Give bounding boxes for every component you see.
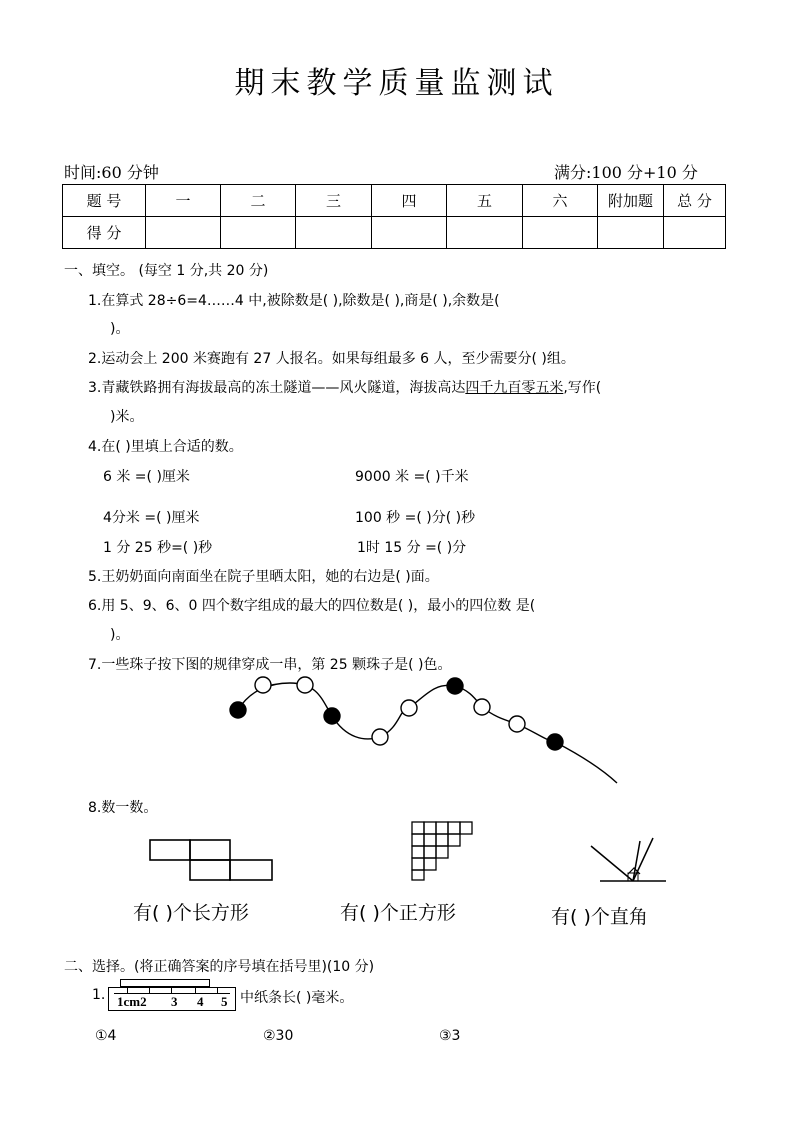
score-row-label: 得 分 [63, 217, 146, 249]
black-bead [547, 734, 563, 750]
black-bead [324, 708, 340, 724]
question-4d: 100 秒 =( )分( )秒 [355, 510, 476, 526]
rectangle-shape [230, 860, 272, 880]
rectangle-shape [190, 860, 230, 880]
ruler-tick-label: 3 [171, 994, 178, 1009]
paper-strip [120, 979, 210, 987]
ruler-body [108, 987, 236, 1011]
section1-heading: 一、填空。 (每空 1 分,共 20 分) [64, 263, 269, 279]
bead-group [230, 677, 563, 750]
question-3-suffix: ,写作( [563, 380, 602, 396]
question-7: 7.一些珠子按下图的规律穿成一串，第 25 颗珠子是( )色。 [88, 657, 452, 673]
question-4c: 4分米 =( )厘米 [103, 510, 200, 526]
ruler-tick-label: 5 [221, 994, 228, 1009]
question-4f: 1时 15 分 =( )分 [357, 540, 467, 556]
page-title: 期末教学质量监测试 [234, 66, 559, 101]
ruler-tick-label: 4 [197, 994, 204, 1009]
question-4b: 9000 米 =( )千米 [355, 469, 469, 485]
question-3-line2: )米。 [110, 409, 144, 425]
ruler-figure [108, 982, 236, 1012]
score-header-cell: 一 [146, 185, 221, 217]
white-bead [401, 700, 417, 716]
question-1-line2: )。 [110, 321, 130, 337]
score-header-cell: 附加题 [598, 185, 664, 217]
score-header-cell: 题 号 [63, 185, 146, 217]
right-angles-figure [588, 836, 668, 886]
question-4a: 6 米 =( )厘米 [103, 469, 190, 485]
score-header-cell: 六 [523, 185, 598, 217]
score-header-cell: 二 [221, 185, 296, 217]
question-3-prefix: 3.青藏铁路拥有海拔最高的冻土隧道——风火隧道，海拔高达 [88, 380, 466, 396]
score-header-cell: 五 [447, 185, 523, 217]
section2-heading: 二、选择。(将正确答案的序号填在括号里)(10 分) [64, 959, 375, 975]
answer-squares: 有( )个正方形 [340, 902, 456, 924]
question-6-line2: )。 [110, 627, 130, 643]
question-3-underlined: 四千九百零五米 [465, 380, 564, 396]
score-header-cell: 总 分 [664, 185, 726, 217]
section2-question-1-text: 中纸条长( )毫米。 [240, 990, 354, 1006]
score-label: 满分:100 分+10 分 [554, 163, 698, 182]
time-label: 时间:60 分钟 [64, 163, 159, 182]
answer-rectangles: 有( )个长方形 [133, 902, 249, 924]
rectangle-shape [190, 840, 230, 860]
question-6-line1: 6.用 5、9、6、0 四个数字组成的最大的四位数是( )，最小的四位数 是( [88, 598, 536, 614]
white-bead [509, 716, 525, 732]
question-4: 4.在( )里填上合适的数。 [88, 439, 243, 455]
option-2: ②30 [263, 1028, 294, 1044]
white-bead [297, 677, 313, 693]
bead-string [238, 683, 617, 783]
white-bead [474, 699, 490, 715]
black-bead [230, 702, 246, 718]
section2-question-1-number: 1. [92, 987, 106, 1003]
rectangle-shape [150, 840, 190, 860]
answer-right-angles: 有( )个直角 [551, 906, 648, 928]
score-header-cell: 四 [372, 185, 447, 217]
question-4e: 1 分 25 秒=( )秒 [103, 540, 213, 556]
black-bead [447, 678, 463, 694]
rectangles-figure [148, 838, 276, 884]
white-bead [255, 677, 271, 693]
question-5: 5.王奶奶面向南面坐在院子里晒太阳，她的右边是( )面。 [88, 569, 439, 585]
squares-figure [410, 820, 474, 882]
question-1-line1: 1.在算式 28÷6=4……4 中,被除数是( ),除数是( ),商是( ),余数是( [88, 293, 500, 309]
option-1: ①4 [95, 1028, 117, 1044]
score-header-cell: 三 [296, 185, 372, 217]
ruler-label: 1cm2 [117, 994, 147, 1009]
question-2: 2.运动会上 200 米赛跑有 27 人报名。如果每组最多 6 人，至少需要分( )组。 [88, 351, 575, 367]
option-3: ③3 [439, 1028, 461, 1044]
white-bead [372, 729, 388, 745]
question-8: 8.数一数。 [88, 800, 158, 816]
